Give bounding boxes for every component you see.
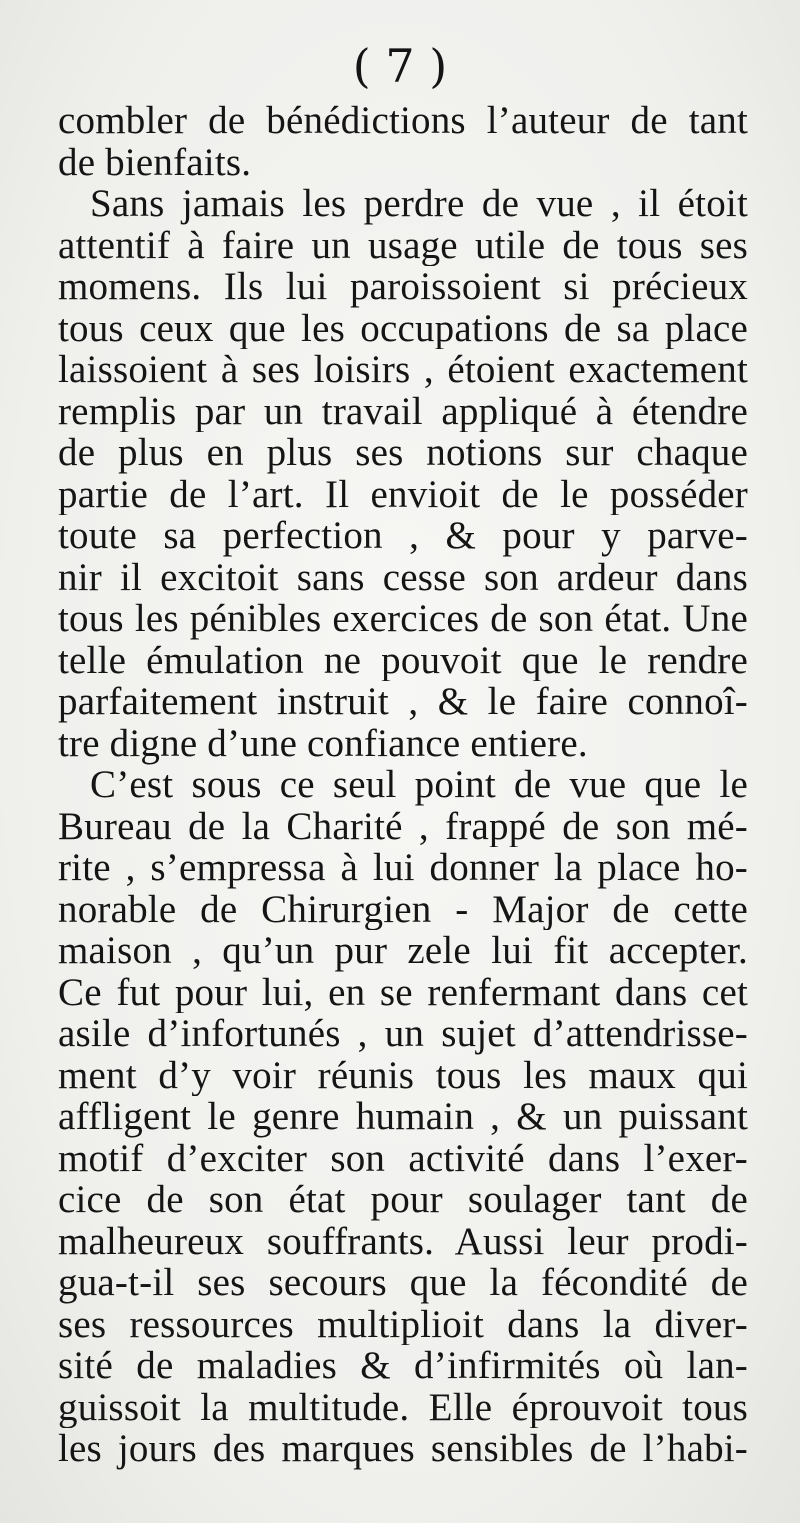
text-line: cice de son état pour soulager tant de	[58, 1179, 748, 1221]
text-line: ses ressources multiplioit dans la diver-	[58, 1303, 748, 1345]
body-text	[58, 100, 748, 1470]
text-line: toute sa perfection , & pour y parve-	[58, 515, 748, 557]
text-line: norable de Chirurgien - Major de cette	[58, 888, 748, 930]
text-line: Ce fut pour lui, en se renfermant dans cet	[58, 971, 748, 1013]
text-line: rite , s’empressa à lui donner la place ho-	[58, 847, 748, 889]
text-line: tous les pénibles exercices de son état. Une	[58, 598, 748, 640]
text-line: laissoient à ses loisirs , étoient exactement	[58, 349, 748, 391]
text-line: remplis par un travail appliqué à étendre	[58, 390, 748, 432]
text-line: sité de maladies & d’infirmités où lan-	[58, 1345, 748, 1387]
page-number: ( 7 )	[352, 39, 448, 93]
text-line: combler de bénédictions l’auteur de tant	[58, 100, 748, 142]
text-line: de plus en plus ses notions sur chaque	[58, 432, 748, 474]
text-line: ment d’y voir réunis tous les maux qui	[58, 1054, 748, 1096]
text-line: affligent le genre humain , & un puissant	[58, 1096, 748, 1138]
text-line: attentif à faire un usage utile de tous ses	[58, 224, 748, 266]
text-line: C’est sous ce seul point de vue que le	[90, 764, 748, 806]
text-line: telle émulation ne pouvoit que le rendre	[58, 639, 748, 681]
text-line: motif d’exciter son activité dans l’exer-	[58, 1137, 748, 1179]
text-line: malheureux souffrants. Aussi leur prodi-	[58, 1220, 748, 1262]
text-line: Bureau de la Charité , frappé de son mé-	[58, 805, 748, 847]
text-line: nir il excitoit sans cesse son ardeur dans	[58, 556, 748, 598]
text-line: maison , qu’un pur zele lui fit accepter.	[58, 930, 748, 972]
text-line: guissoit la multitude. Elle éprouvoit tous	[58, 1386, 748, 1428]
text-line: tous ceux que les occupations de sa place	[58, 307, 748, 349]
text-line: gua-t-il ses secours que la fécondité de	[58, 1262, 748, 1304]
text-line: momens. Ils lui paroissoient si précieux	[58, 266, 748, 308]
text-line: partie de l’art. Il envioit de le posséder	[58, 473, 748, 515]
text-line: Sans jamais les perdre de vue , il étoit	[90, 183, 748, 225]
text-line: les jours des marques sensibles de l’habi-	[58, 1428, 748, 1470]
text-line: de bienfaits.	[58, 140, 252, 184]
text-line: tre digne d’une confiance entiere.	[58, 721, 588, 765]
text-line: asile d’infortunés , un sujet d’attendrisse-	[58, 1013, 748, 1055]
text-line: parfaitement instruit , & le faire connoî-	[58, 681, 748, 723]
